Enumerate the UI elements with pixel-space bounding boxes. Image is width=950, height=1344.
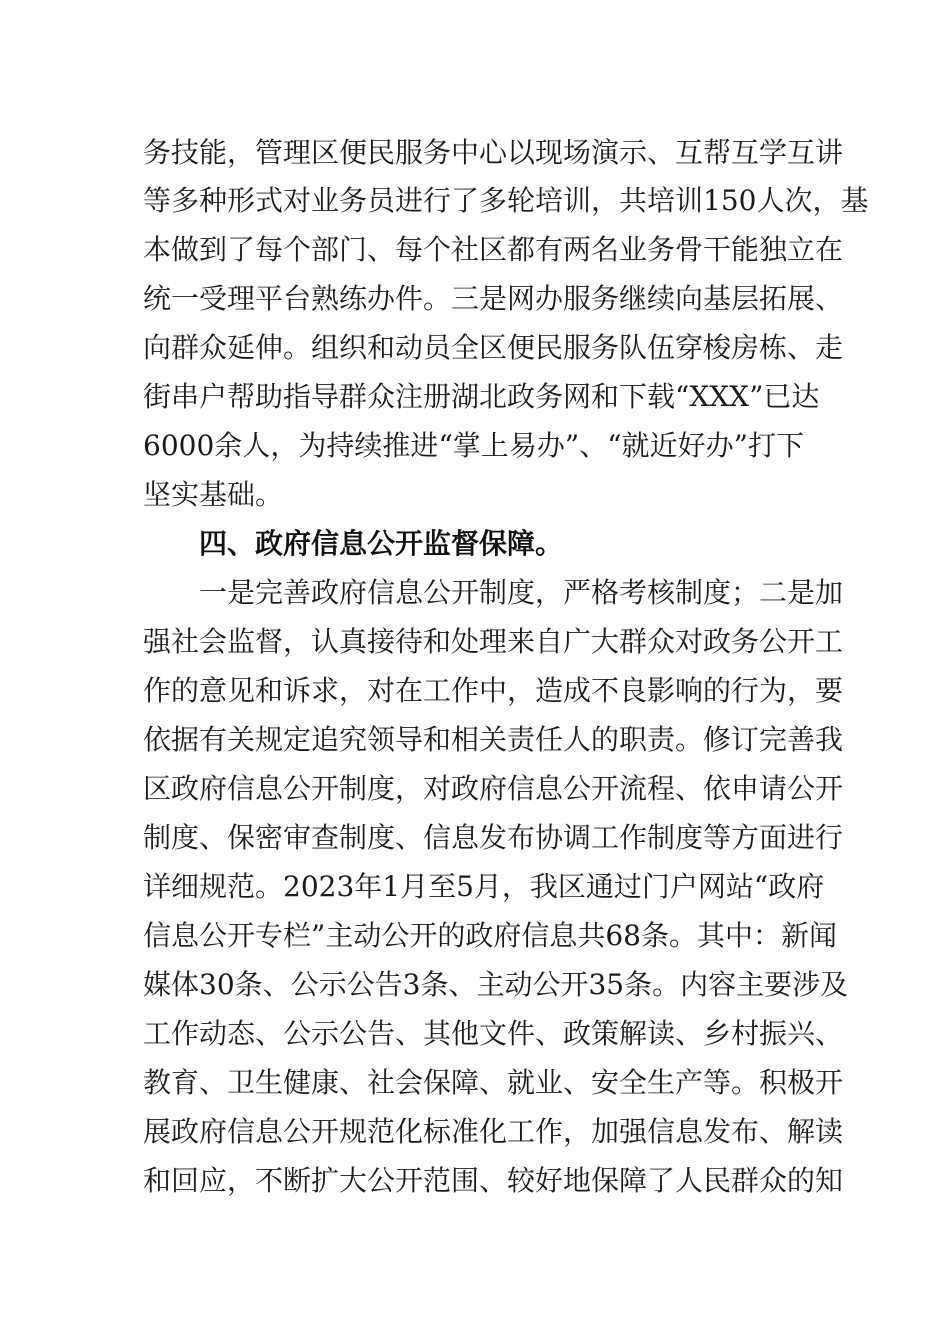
paragraph-2-line-10: 工作动态、公示公告、其他文件、政策解读、乡村振兴、 <box>143 1017 844 1050</box>
paragraph-2-line-4: 依据有关规定追究领导和相关责任人的职责。修订完善我 <box>143 723 844 756</box>
paragraph-2-line-2: 强社会监督，认真接待和处理来自广大群众对政务公开工 <box>143 625 844 658</box>
paragraph-2-line-13: 和回应，不断扩大公开范围、较好地保障了人民群众的知 <box>143 1164 844 1197</box>
paragraph-1-line-6: 街串户帮助指导群众注册湖北政务网和下载“XXX”已达 <box>143 380 820 413</box>
paragraph-2-line-1: 一是完善政府信息公开制度，严格考核制度；二是加 <box>199 576 844 609</box>
section-4-heading: 四、政府信息公开监督保障。 <box>199 527 564 560</box>
paragraph-1-line-5: 向群众延伸。组织和动员全区便民服务队伍穿梭房栋、走 <box>143 331 844 364</box>
paragraph-2-line-11: 教育、卫生健康、社会保障、就业、安全生产等。积极开 <box>143 1066 844 1099</box>
paragraph-2-line-7: 详细规范。2023年1月至5月，我区通过门户网站“政府 <box>143 870 825 903</box>
paragraph-2-line-3: 作的意见和诉求，对在工作中，造成不良影响的行为，要 <box>143 674 844 707</box>
paragraph-1-line-7: 6000余人，为持续推进“掌上易办”、“就近好办”打下 <box>143 429 804 462</box>
paragraph-2-line-12: 展政府信息公开规范化标准化工作，加强信息发布、解读 <box>143 1115 844 1148</box>
paragraph-1-line-3: 本做到了每个部门、每个社区都有两名业务骨干能独立在 <box>143 233 844 266</box>
paragraph-2-line-9: 媒体30条、公示公告3条、主动公开35条。内容主要涉及 <box>143 968 849 1001</box>
paragraph-2-line-5: 区政府信息公开制度，对政府信息公开流程、依申请公开 <box>143 772 844 805</box>
paragraph-2-line-6: 制度、保密审查制度、信息发布协调工作制度等方面进行 <box>143 821 844 854</box>
paragraph-1-line-8: 坚实基础。 <box>143 478 284 511</box>
paragraph-1-line-1: 务技能，管理区便民服务中心以现场演示、互帮互学互讲 <box>143 136 844 169</box>
paragraph-1-line-4: 统一受理平台熟练办件。三是网办服务继续向基层拓展、 <box>143 282 844 315</box>
paragraph-2-line-8: 信息公开专栏”主动公开的政府信息共68条。其中：新闻 <box>143 919 837 952</box>
paragraph-1-line-2: 等多种形式对业务员进行了多轮培训，共培训150人次，基 <box>143 184 869 217</box>
